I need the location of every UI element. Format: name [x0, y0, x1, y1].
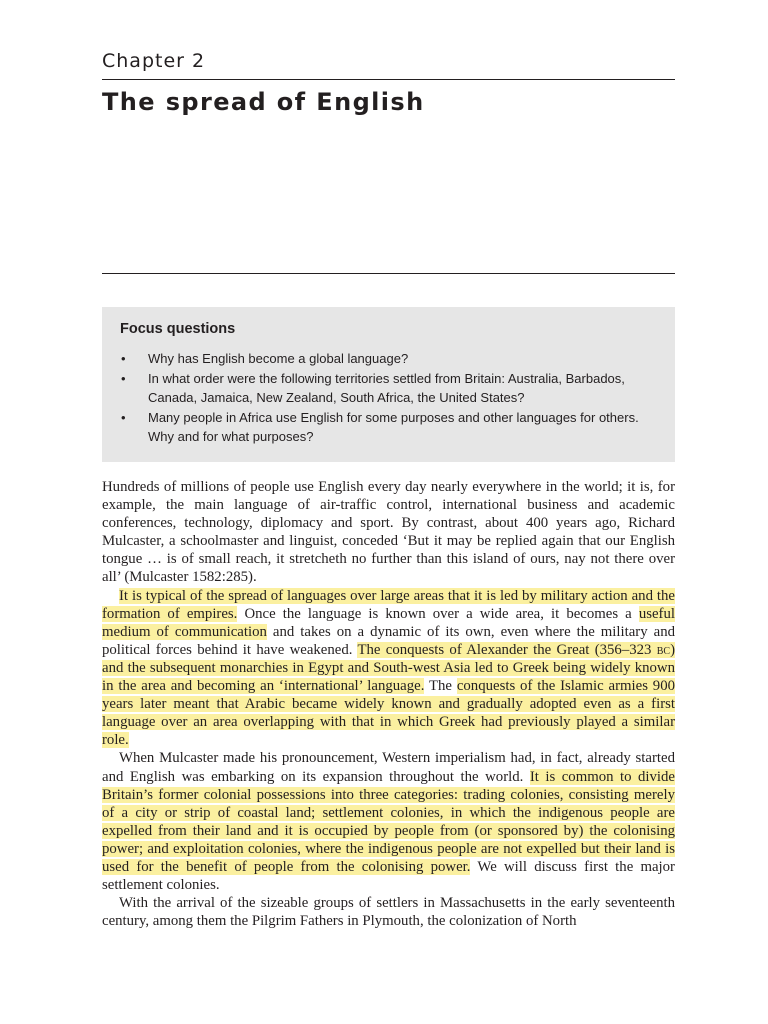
bottom-rule — [102, 273, 675, 274]
paragraph-text: Once the language is known over a wide area, it becomes a — [237, 605, 639, 622]
paragraph-text: The — [424, 678, 457, 695]
body-text — [102, 478, 675, 930]
bullet-icon: • — [121, 370, 126, 386]
focus-list — [120, 349, 665, 447]
bullet-icon: • — [121, 409, 126, 425]
focus-item-text: In what order were the following territories settled from Britain: Australia, Barbados, Canada, Jamaica, New Zealand, South Africa, the United States? — [148, 370, 625, 405]
focus-item — [120, 349, 665, 369]
highlight-text: ) and the subsequent monarchies in Egypt and South-west Asia led to Greek being widely known in the area and becoming an ‘international’ language. — [102, 641, 675, 695]
focus-item-text: Many people in Africa use English for some purposes and other languages for others. Why and for what purposes? — [148, 409, 639, 444]
bc-abbreviation: bc — [656, 641, 671, 658]
paragraph-text: When Mulcaster made his pronouncement, Western imperialism had, in fact, already started and English was embarking on its expansion throughout the world. — [102, 750, 675, 785]
focus-item-text: Why has English become a global language? — [148, 351, 409, 366]
focus-heading: Focus questions — [120, 321, 236, 337]
highlight: It is typical of the spread of languages over large areas that it is led by military action and the formation of empires. — [102, 587, 675, 622]
paragraph-text: We will discuss first the major settlement colonies. — [102, 858, 675, 894]
focus-questions-box — [102, 307, 675, 462]
top-rule — [102, 79, 675, 80]
chapter-label: Chapter 2 — [102, 50, 206, 72]
highlight: useful medium of communication — [102, 605, 675, 640]
paragraph-1: Hundreds of millions of people use English every day nearly everywhere in the world; it is, for example, the main language of air-traffic control, international business and academic conferences, technology, diplomacy and sport. By contrast, about 400 years ago, Richard Mulcaster, a schoolmaster and linguist, conceded ‘But it may be replied again that our English tongue … is of small reach, it stretcheth no further than this island of ours, nay not there over all’ (Mulcaster 1582:285). — [102, 479, 675, 586]
chapter-title: The spread of English — [102, 88, 425, 116]
highlight-text: The conquests of Alexander the Great (356–323 — [357, 641, 657, 658]
highlight: conquests of the Islamic armies 900 years later meant that Arabic became widely known and gradually adopted even as a first language over an area overlapping with that in which Greek had previously played a similar role. — [102, 678, 675, 749]
focus-item — [120, 369, 665, 408]
paragraph-2 — [102, 587, 675, 750]
highlight: It is common to divide Britain’s former colonial possessions into three categories: trading colonies, consisting merely of a city or strip of coastal land; settlement colonies, in which the indigenous people are expelled from their land and it is occupied by people from (or sponsored by) the colonising power; and exploitation colonies, where the indigenous people are not expelled but their land is used for the benefit of people from the colonising power. — [102, 768, 675, 875]
paragraph-text: and takes on a dynamic of its own, even where the military and political forces behind it have weakened. — [102, 623, 675, 658]
focus-item — [120, 408, 665, 447]
bullet-icon: • — [121, 351, 126, 366]
paragraph-3 — [102, 749, 675, 894]
paragraph-4: With the arrival of the sizeable groups of settlers in Massachusetts in the early seventeenth century, among them the Pilgrim Fathers in Plymouth, the colonization of North — [102, 895, 675, 930]
